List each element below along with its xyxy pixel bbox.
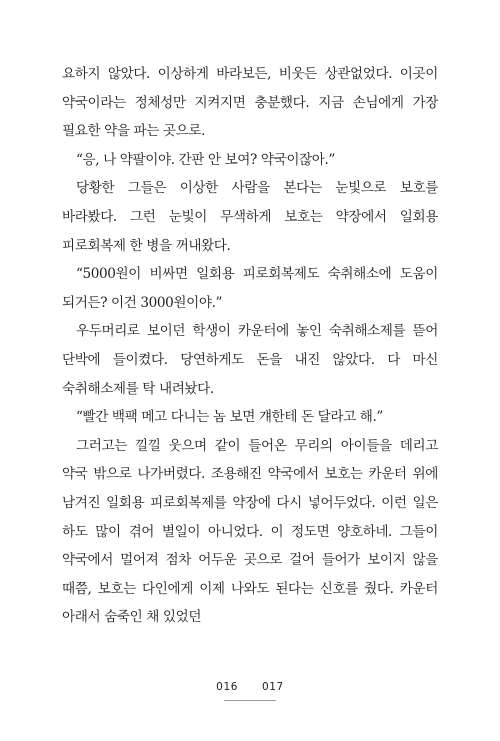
dialogue-paragraph: “응, 나 약팔이야. 간판 안 보여? 약국이잖아.”	[76, 151, 335, 168]
page-numbers	[0, 681, 500, 693]
paragraph: 우두머리로 보이던 학생이 카운터에 놓인 숙취해소제를 뜯어 단박에 들이켰다. 당연하게도 돈을 내진 않았다. 다 마신 숙취해소제를 탁 내려놨다.	[62, 323, 438, 397]
paragraph: 요하지 않았다. 이상하게 바라보든, 비웃든 상관없었다. 이곳이 약국이라는 정체성만 지켜지면 충분했다. 지금 손님에게 가장 필요한 약을 파는 곳으로.	[62, 66, 438, 140]
left-page-number: 016	[216, 681, 239, 693]
dialogue-paragraph: “5000원이 비싸면 일회용 피로회복제도 숙취해소에 도움이 되거든? 이건 3000원이야.”	[62, 266, 438, 311]
page-body	[62, 60, 438, 632]
right-page-number: 017	[261, 681, 284, 693]
paragraph: 당황한 그들은 이상한 사람을 본다는 눈빛으로 보호를 바라봤다. 그런 눈빛이 무색하게 보호는 약장에서 일회용 피로회복제 한 병을 꺼내왔다.	[62, 180, 438, 254]
dialogue-paragraph: “빨간 백팩 메고 다니는 놈 보면 걔한테 돈 달라고 해.”	[76, 409, 383, 426]
paragraph: 그러고는 낄낄 웃으며 같이 들어온 무리의 아이들을 데리고 약국 밖으로 나가버렸다. 조용해진 약국에서 보호는 카운터 위에 남겨진 일회용 피로회복제를 약장에 다시 넣어두었다. 이런 일은 하도 많이 겪어 별일이 아니었다. 이 정도면 양호하네. 그들이 약국에서 멀어져 점차 어두운 곳으로 걸어 들어가 보이지 않을 때쯤, 보호는 다인에게 이제 나와도 된다는 신호를 줬다. 카운터 아래서 숨죽인 채 있었던	[62, 437, 438, 626]
folio-divider	[224, 700, 276, 701]
